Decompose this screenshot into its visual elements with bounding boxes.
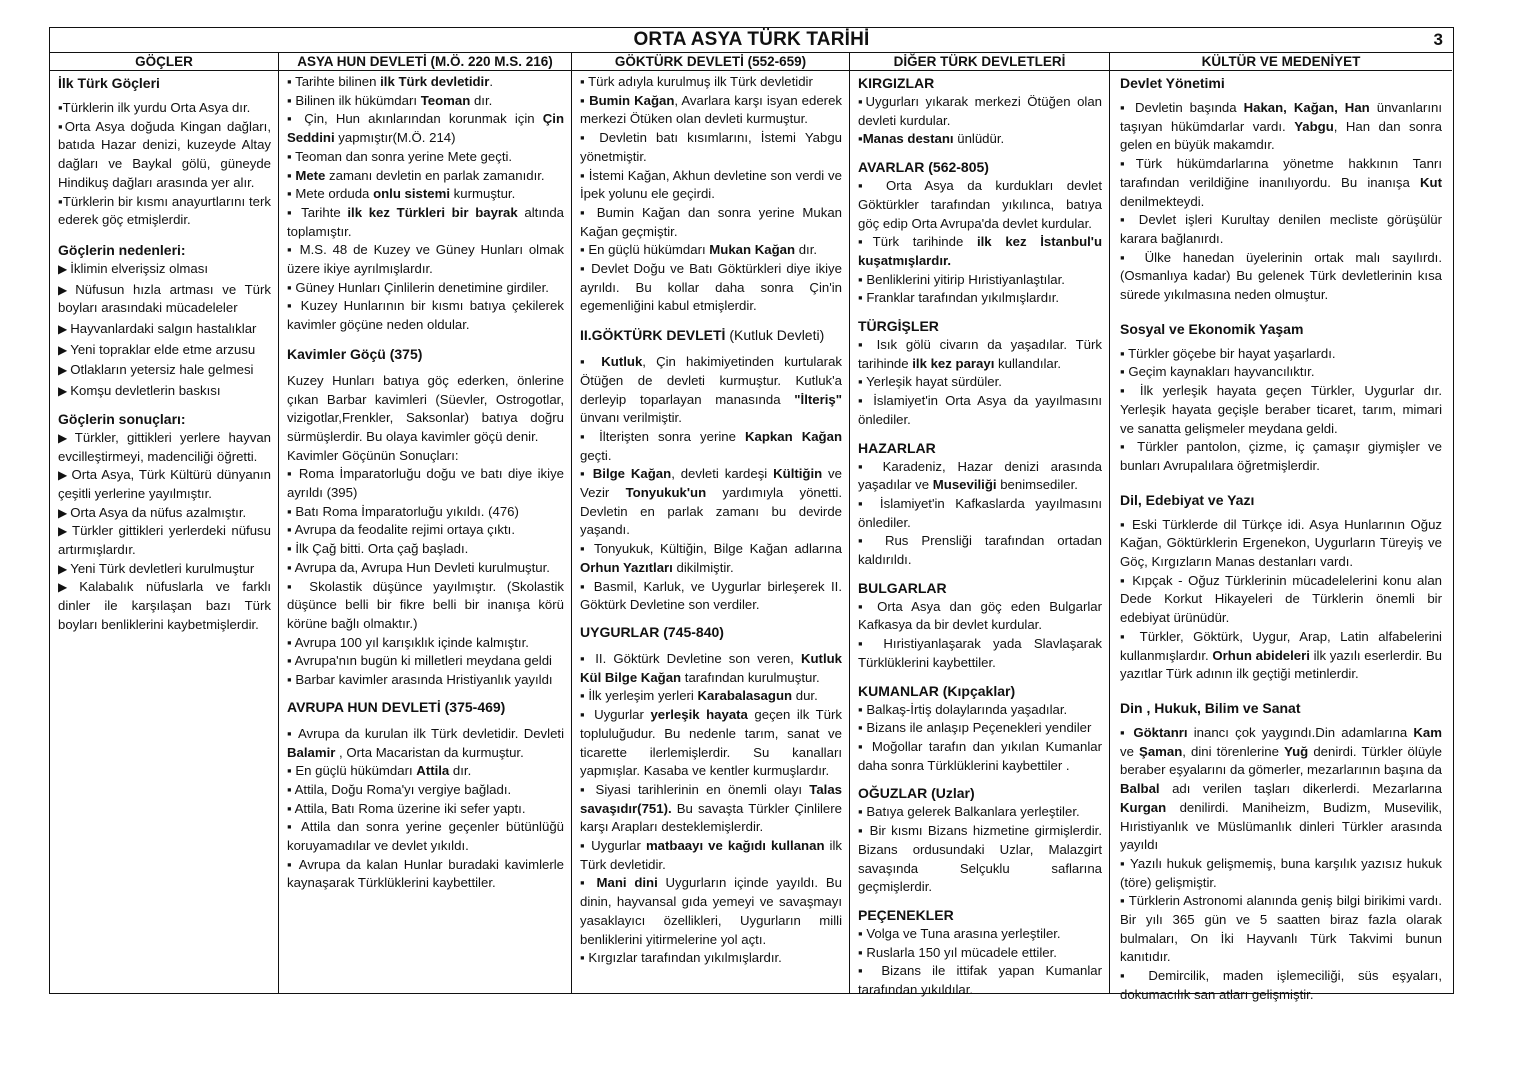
list-item: ▪ En güçlü hükümdarı Mukan Kağan dır. <box>580 242 818 258</box>
section-heading: TÜRGİŞLER <box>858 318 939 335</box>
list-item: ▶ Komşu devletlerin baskısı <box>58 383 221 399</box>
list-item: ▪ Moğollar tarafın dan yıkılan Kumanlar daha sonra Türklüklerini kaybettiler . <box>858 738 1102 773</box>
list-item: ▪ Mani dini Uygurların içinde yayıldı. Bu dinin, hayvansal gıda yemeyi ve savaşmayı yasaklayıcı özellikleri, Uygurların milli benliklerini yitirmelerine yol açtı. <box>580 875 842 947</box>
paragraph: ▪Türklerin ilk yurdu Orta Asya dır. <box>58 100 251 115</box>
section-heading: Din , Hukuk, Bilim ve Sanat <box>1120 699 1301 716</box>
list-item: ▪ Batıya gelerek Balkanlara yerleştiler. <box>858 804 1080 820</box>
list-item: ▪ II. Göktürk Devletine son veren, Kutluk Kül Bilge Kağan tarafından kurulmuştur. <box>580 650 842 685</box>
column-header: GÖKTÜRK DEVLETİ (552-659) <box>572 53 849 71</box>
list-item: ▪ Uygurlar yerleşik hayata geçen ilk Türk topluluğudur. Bu nedenle tarım, sanat ve ticarette ilerlemişlerdir. Su kanalları yapmışlar. Kasaba ve kentler kurmuşlardır. <box>580 707 842 779</box>
list-item: ▪ Hıristiyanlaşarak yada Slavlaşarak Türklüklerini kaybettiler. <box>858 636 1102 670</box>
column-header: GÖÇLER <box>50 53 278 71</box>
section-heading: HAZARLAR <box>858 439 936 456</box>
list-item: ▪ Bir kısmı Bizans hizmetine girmişlerdir. Bizans ordusundaki Uzlar, Malazgirt savaşında Selçuklu saflarına geçmişlerdir. <box>858 823 1102 895</box>
page-number: 3 <box>1433 30 1443 49</box>
section-heading: Göçlerin nedenleri: <box>58 241 186 258</box>
list-item: ▪ En güçlü hükümdarı Attila dır. <box>287 763 472 779</box>
list-item: ▪ Avrupa 100 yıl karışıklık içinde kalmıştır. <box>287 634 529 650</box>
list-item: ▶ Yeni Türk devletleri kurulmuştur <box>58 560 255 576</box>
list-item: ▪ Bizans ile anlaşıp Peçenekleri yendiler <box>858 720 1092 736</box>
list-item: ▪ Basmil, Karluk, ve Uygurlar birleşerek II. Göktürk Devletine son verdiler. <box>580 578 842 613</box>
list-item: ▪ Teoman dan sonra yerine Mete geçti. <box>287 148 513 164</box>
list-item: ▪ İslamiyet'in Kafkaslarda yayılmasını önlediler. <box>858 495 1102 530</box>
column-asya-hun <box>279 53 572 994</box>
list-item: ▪ İlk Çağ bitti. Orta çağ başladı. <box>287 541 469 557</box>
list-item: ▶ Orta Asya da nüfus azalmıştır. <box>58 504 247 520</box>
section-heading: Göçlerin sonuçları: <box>58 410 186 427</box>
list-item: ▪ İlterişten sonra yerine Kapkan Kağan geçti. <box>580 428 843 463</box>
list-item: ▪Uygurları yıkarak merkezi Ötüğen olan devleti kurdular. <box>858 94 1102 128</box>
triangle-bullet-icon: ▶ <box>58 505 68 520</box>
list-item: ▪ Avrupa da kurulan ilk Türk devletidir. Devleti Balamir , Orta Macaristan da kurmuştur. <box>287 725 564 760</box>
list-item: ▪ Kıpçak - Oğuz Türklerinin mücadelelerini konu alan Dede Korkut Hikayeleri de Türklerin önemli bir edebiyat ürünüdür. <box>1120 572 1442 626</box>
list-item: ▶ Nüfusun hızla artması ve Türk boyları arasındaki mücadeleler <box>58 281 271 316</box>
list-item: ▪ Skolastik düşünce yayılmıştır. (Skolastik düşünce belli bir fikre belli bir inanışa körü körüne bağlı olmaktır.) <box>287 578 564 631</box>
page-title: ORTA ASYA TÜRK TARİHİ <box>633 29 870 50</box>
list-item: ▪ Türkler pantolon, çizme, iç çamaşır giymişler ve bunları Avrupalılara öğretmişlerdir. <box>1120 439 1442 473</box>
section-heading: BULGARLAR <box>858 579 947 596</box>
section-heading: Dil, Edebiyat ve Yazı <box>1120 491 1255 508</box>
list-item: ▪Manas destanı ünlüdür. <box>858 131 1005 147</box>
triangle-bullet-icon: ▶ <box>58 384 68 399</box>
column-kultur <box>1110 53 1452 1002</box>
column-header: ASYA HUN DEVLETİ (M.Ö. 220 M.S. 216) <box>279 53 571 71</box>
section-heading: İlk Türk Göçleri <box>58 75 160 91</box>
list-item: ▪ İslamiyet'in Orta Asya da yayılmasını önlediler. <box>858 393 1102 427</box>
section-heading: AVRUPA HUN DEVLETİ (375-469) <box>287 698 506 715</box>
triangle-bullet-icon: ▶ <box>58 282 73 297</box>
list-item: ▪ Isık gölü civarın da yaşadılar. Türk tarihinde ilk kez parayı kullandılar. <box>858 337 1102 371</box>
column-gokturk <box>572 53 850 994</box>
list-item: ▪ Volga ve Tuna arasına yerleştiler. <box>858 925 1061 941</box>
list-item: ▶ Kalabalık nüfuslarla ve farklı dinler ile karşılaşan bazı Türk boyları benliklerini kaybetmişlerdir. <box>58 579 271 632</box>
list-item: ▪ Devletin başında Hakan, Kağan, Han ünvanlarını taşıyan hükümdarlar vardı. Yabgu, Han dan sonra gelen en büyük makamdır. <box>1120 100 1442 153</box>
list-item: ▪ Ruslarla 150 yıl mücadele ettiler. <box>858 944 1057 960</box>
list-item: ▪Türk tarihinde ilk kez İstanbul'u kuşatmışlardır. <box>858 234 1102 268</box>
section-heading: Kavimler Göçü (375) <box>287 345 423 362</box>
list-item: ▪ Tarihte ilk kez Türkleri bir bayrak altında toplamıştır. <box>287 204 564 239</box>
list-item: ▪ Attila, Doğu Roma'yı vergiye bağladı. <box>287 781 512 797</box>
list-item: ▪ Demircilik, maden işlemeciliği, süs eşyaları, dokumacılık san atları gelişmiştir. <box>1120 968 1442 1002</box>
list-item: ▪ Avrupa da, Avrupa Hun Devleti kurulmuştur. <box>287 559 550 575</box>
list-item: ▪ Kırgızlar tarafından yıkılmışlardır. <box>580 950 782 966</box>
triangle-bullet-icon: ▶ <box>58 580 77 595</box>
list-item: ▶ Türkler gittikleri yerlerdeki nüfusu artırmışlardır. <box>58 523 271 558</box>
list-item: ▪ Kutluk, Çin hakimiyetinden kurtularak Ötüğen de devleti kurmuştur. Kutluk'a derleyip toparlayan manasında "İlteriş" ünvanı verilmiştir. <box>580 354 842 426</box>
list-item: ▪ Siyasi tarihlerinin en önemli olayı Talas savaşıdır(751). Bu savaşta Türkler Çinlilere karşı Arapları desteklemişlerdir. <box>580 781 842 835</box>
list-item: ▪ M.S. 48 de Kuzey ve Güney Hunları olmak üzere ikiye ayrılmışlardır. <box>287 242 564 277</box>
list-item: ▪ Bumin Kağan, Avarlara karşı isyan ederek merkezi Ötüken olan devleti kurmuştur. <box>580 92 842 127</box>
list-item: ▪ Tonyukuk, Kültiğin, Bilge Kağan adlarına Orhun Yazıtları dikilmiştir. <box>580 541 842 575</box>
paragraph: ▪Türklerin bir kısmı anayurtlarını terk ederek göç etmişlerdir. <box>58 193 271 228</box>
list-item: ▪ Tarihte bilinen ilk Türk devletidir. <box>287 74 494 89</box>
list-item: ▪Türk hükümdarlarına yönetme hakkının Tanrı tarafından verildiğine inanılıyordu. Bu inanışa Kut denilmekteydi. <box>1120 156 1442 209</box>
list-item: ▪ Roma İmparatorluğu doğu ve batı diye ikiye ayrıldı (395) <box>287 466 564 501</box>
section-heading: II.GÖKTÜRK DEVLETİ (Kutluk Devleti) <box>580 327 825 344</box>
list-item: ▪ Türk adıyla kurulmuş ilk Türk devletidir <box>580 74 813 89</box>
list-item: ▪ Orta Asya da kurdukları devlet Göktürkler tarafından yıkılınca, batıya göç edip Orta Avrupa'da devlet kurdular. <box>858 178 1102 231</box>
list-item: ▪ Attila, Batı Roma üzerine iki sefer yaptı. <box>287 800 526 816</box>
list-item: ▪ Devletin batı kısımlarını, İstemi Yabgu yönetmiştir. <box>580 130 842 164</box>
triangle-bullet-icon: ▶ <box>58 430 72 445</box>
list-item: ▶ Orta Asya, Türk Kültürü dünyanın çeşitli yerlerine yayılmıştır. <box>58 467 271 501</box>
list-item: ▪ Kuzey Hunlarının bir kısmı batıya çekilerek kavimler göçüne neden oldular. <box>287 298 564 333</box>
section-heading: Sosyal ve Ekonomik Yaşam <box>1120 320 1304 337</box>
list-item: ▪ Ülke hanedan üyelerinin ortak malı sayılırdı. (Osmanlıya kadar) Bu gelenek Türk devletlerinin kısa sürede yıkılmasına neden olmuştur. <box>1120 249 1442 303</box>
list-item: ▪ Avrupa'nın bugün ki milletleri meydana geldi <box>287 653 552 669</box>
paragraph: ▪Orta Asya doğuda Kingan dağları, batıda Hazar denizi, kuzeyde Altay dağları ve Baykal gölü, güneyde Hindikuş dağları arasında yer alır. <box>58 118 271 190</box>
section-heading: OĞUZLAR (Uzlar) <box>858 785 975 802</box>
list-item: ▪ Devlet Doğu ve Batı Göktürkleri diye ikiye ayrıldı. Bu kollar daha sonra Çin'in egemenliğini kabul etmişlerdir. <box>580 261 842 314</box>
list-item: ▪ Batı Roma İmparatorluğu yıkıldı. (476) <box>287 503 519 519</box>
list-item: ▪ Bumin Kağan dan sonra yerine Mukan Kağan geçmiştir. <box>580 204 842 239</box>
triangle-bullet-icon: ▶ <box>58 322 68 337</box>
list-item: ▶ Türkler, gittikleri yerlere hayvan evcilleştirmeyi, madenciliği öğretti. <box>58 429 271 464</box>
section-heading: PEÇENEKLER <box>858 906 954 923</box>
section-heading: AVARLAR (562-805) <box>858 159 989 176</box>
list-item: ▪ Türklerin Astronomi alanında geniş bilgi birikimi vardı. Bir yılı 365 gün ve 5 saatten biraz fazla olarak bulmaları, On İki Hayvanlı Türk Takvimi bunun kanıtıdır. <box>1120 893 1442 965</box>
list-item: ▪ Güney Hunları Çinlilerin denetimine girdiler. <box>287 279 549 295</box>
list-item: ▪ Çin, Hun akınlarından korunmak için Çin Seddini yapmıştır(M.Ö. 214) <box>287 111 564 146</box>
title-row <box>50 28 1453 53</box>
column-gocler <box>50 53 279 994</box>
list-item: ▪ Yerleşik hayat sürdüler. <box>858 374 1002 390</box>
list-item: ▪ Bilinen ilk hükümdarı Teoman dır. <box>287 92 493 108</box>
list-item: ▪ Benliklerini yitirip Hıristiyanlaştılar. <box>858 271 1065 287</box>
section-heading: UYGURLAR (745-840) <box>580 623 724 640</box>
list-item: ▶ Otlakların yetersiz hale gelmesi <box>58 362 254 378</box>
list-item: ▪ Balkaş-İrtiş dolaylarında yaşadılar. <box>858 701 1068 717</box>
paragraph: Kuzey Hunları batıya göç ederken, önlerine çıkan Barbar kavimleri (Süevler, Ostrogotlar, vizigotlar,Frenkler, Saksonlar) batıya doğru sürmüşlerdir. Bu olaya kavimler göçü denir. <box>287 372 564 444</box>
history-table <box>49 27 1454 1002</box>
triangle-bullet-icon: ▶ <box>58 261 68 276</box>
list-item: ▪ Türkler, Göktürk, Uygur, Arap, Latin alfabelerini kullanmışlardır. Orhun abideleri ilk yazılı eserlerdir. Bu yazıtlar Türk adının ilk geçtiği metinlerdir. <box>1120 628 1442 682</box>
paragraph: Kavimler Göçünün Sonuçları: <box>287 447 459 463</box>
list-item: ▪ Uygurlar matbaayı ve kağıdı kullanan ilk Türk devletidir. <box>580 838 842 872</box>
list-item: ▪ Mete orduda onlu sistemi kurmuştur. <box>287 186 516 202</box>
list-item: ▪ Eski Türklerde dil Türkçe idi. Asya Hunlarının Oğuz Kağan, Göktürklerin Ergenekon, Uygurların Türeyiş ve Göç, Kırgızların Manas destanları vardı. <box>1120 516 1442 570</box>
triangle-bullet-icon: ▶ <box>58 342 68 357</box>
list-item: ▶ İklimin elverişsiz olması <box>58 260 208 276</box>
section-heading: Devlet Yönetimi <box>1120 75 1225 91</box>
list-item: ▪ Franklar tarafından yıkılmışlardır. <box>858 290 1060 306</box>
list-item: ▪ İlk yerleşim yerleri Karabalasagun dur. <box>580 688 818 704</box>
list-item: ▶ Yeni topraklar elde etme arzusu <box>58 341 256 357</box>
column-header: KÜLTÜR VE MEDENİYET <box>1110 53 1452 71</box>
list-item: ▪ Orta Asya dan göç eden Bulgarlar Kafkasya da bir devlet kurdular. <box>858 598 1102 633</box>
list-item: ▪ Barbar kavimler arasında Hristiyanlık yayıldı <box>287 672 553 688</box>
list-item: ▪ İstemi Kağan, Akhun devletine son verdi ve İpek yolunu ele geçirdi. <box>580 167 842 202</box>
triangle-bullet-icon: ▶ <box>58 363 68 378</box>
triangle-bullet-icon: ▶ <box>58 468 69 483</box>
list-item: ▪ Türkler göçebe bir hayat yaşarlardı. <box>1120 345 1336 361</box>
list-item: ▪ Yazılı hukuk gelişmemiş, buna karşılık yazısız hukuk (töre) gelişmiştir. <box>1120 855 1442 890</box>
list-item: ▪ Attila dan sonra yerine geçenler bütünlüğü koruyamadılar ve devlet yıkıldı. <box>287 819 564 854</box>
list-item: ▪ Mete zamanı devletin en parlak zamanıdır. <box>287 167 545 183</box>
list-item: ▶ Hayvanlardaki salgın hastalıklar <box>58 321 257 337</box>
column-header: DİĞER TÜRK DEVLETLERİ <box>850 53 1109 71</box>
column-diger <box>850 53 1110 998</box>
list-item: ▪ Göktanrı inancı çok yaygındı.Din adamlarına Kam ve Şaman, dini törenlerine Yuğ denirdi. Türkler ölüyle beraber eşyalarını da gömerler, mezarlarının başına da Balbal adı verilen taşları dikerlerdi. Mezarlarına Kurgan denilirdi. Maniheizm, Budizm, Musevilik, Hıristiyanlık ve Müslümanlık dinleri Türkler arasında yayıldı <box>1120 724 1443 853</box>
list-item: ▪ Bilge Kağan, devleti kardeşi Kültiğin ve Vezir Tonyukuk'un yardımıyla yönetti. Devletin en parlak zamanı bu devirde yaşandı. <box>580 466 842 538</box>
list-item: ▪ İlk yerleşik hayata geçen Türkler, Uygurlar dır. Yerleşik hayata geçişle beraber ticaret, tarım, mimari ve sanatta gelişmeler meydana geldi. <box>1120 383 1442 436</box>
triangle-bullet-icon: ▶ <box>58 524 70 539</box>
list-item: ▪ Rus Prensliği tarafından ortadan kaldırıldı. <box>858 533 1102 568</box>
list-item: ▪ Avrupa da feodalite rejimi ortaya çıktı. <box>287 522 515 538</box>
list-item: ▪ Geçim kaynakları hayvancılıktır. <box>1120 364 1315 380</box>
triangle-bullet-icon: ▶ <box>58 561 68 576</box>
list-item: ▪ Avrupa da kalan Hunlar buradaki kavimlerle kaynaşarak Türklüklerini kaybettiler. <box>287 856 564 891</box>
list-item: ▪ Bizans ile ittifak yapan Kumanlar tarafından yıkıldılar. <box>858 963 1102 998</box>
list-item: ▪ Devlet işleri Kurultay denilen mecliste görüşülür karara bağlanırdı. <box>1120 212 1442 246</box>
section-heading: KUMANLAR (Kıpçaklar) <box>858 682 1016 699</box>
list-item: ▪ Karadeniz, Hazar denizi arasında yaşadılar ve Museviliği benimsediler. <box>858 458 1102 493</box>
section-heading: KIRGIZLAR <box>858 75 935 91</box>
